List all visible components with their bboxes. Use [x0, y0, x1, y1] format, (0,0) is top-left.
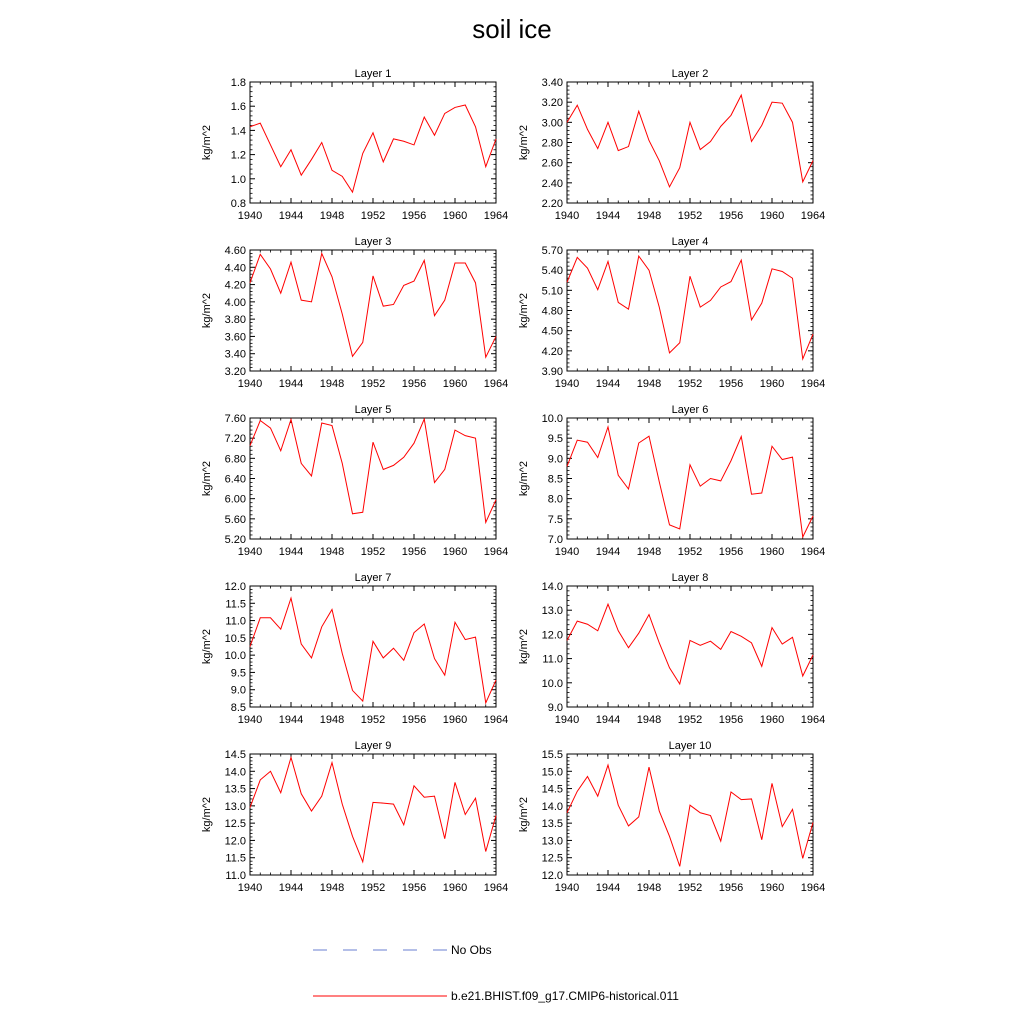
y-tick-label: 12.5: [224, 818, 246, 831]
x-tick-label: 1964: [483, 378, 509, 390]
y-tick-label: 1.0: [230, 173, 246, 186]
y-axis-label: kg/m^2: [518, 628, 530, 665]
x-tick-label: 1948: [636, 546, 662, 558]
x-tick-label: 1944: [595, 210, 621, 222]
y-axis-label: kg/m^2: [201, 124, 213, 161]
y-tick-label: 9.5: [547, 433, 563, 446]
y-tick-label: 3.40: [541, 77, 563, 89]
x-tick-label: 1952: [360, 714, 386, 726]
y-axis-label: kg/m^2: [201, 628, 213, 665]
y-tick-label: 14.0: [541, 800, 563, 813]
panel-title: Layer 5: [354, 404, 392, 416]
y-tick-label: 14.5: [224, 749, 246, 761]
y-tick-label: 10.0: [541, 413, 563, 425]
panel-title: Layer 10: [668, 740, 712, 752]
y-tick-label: 14.0: [224, 766, 246, 779]
x-tick-label: 1944: [278, 210, 304, 222]
y-axis-label: kg/m^2: [201, 796, 213, 833]
panel-layer-7: [201, 572, 508, 726]
y-tick-label: 9.5: [230, 667, 246, 680]
x-tick-label: 1940: [554, 378, 580, 390]
y-tick-label: 8.5: [547, 473, 563, 486]
y-tick-label: 1.2: [230, 149, 246, 162]
y-tick-label: 6.80: [224, 453, 246, 466]
y-tick-label: 3.40: [224, 348, 246, 361]
x-tick-label: 1956: [718, 210, 744, 222]
x-tick-label: 1952: [360, 546, 386, 558]
legend-obs-label: No Obs: [451, 943, 492, 957]
y-tick-label: 3.20: [224, 366, 246, 378]
series-line-model: [250, 419, 496, 522]
y-tick-label: 6.00: [224, 493, 246, 506]
x-tick-label: 1956: [718, 882, 744, 894]
plot-frame: [567, 418, 813, 539]
y-axis-label: kg/m^2: [201, 460, 213, 497]
x-tick-label: 1940: [237, 714, 263, 726]
series-line-model: [567, 256, 813, 359]
y-tick-label: 15.5: [541, 749, 563, 761]
y-tick-label: 2.60: [541, 157, 563, 170]
panel-layer-6: [518, 404, 825, 558]
y-tick-label: 4.00: [224, 296, 246, 309]
x-tick-label: 1964: [483, 882, 509, 894]
x-tick-label: 1964: [483, 210, 509, 222]
x-tick-label: 1940: [237, 882, 263, 894]
panel-layer-4: [518, 236, 825, 390]
x-tick-label: 1948: [636, 378, 662, 390]
x-tick-label: 1952: [677, 882, 703, 894]
y-tick-label: 11.0: [542, 653, 563, 666]
x-tick-label: 1960: [759, 546, 785, 558]
y-tick-label: 4.20: [541, 345, 563, 358]
legend: [313, 943, 679, 1003]
x-tick-label: 1960: [442, 882, 468, 894]
series-line-model: [250, 105, 496, 192]
y-tick-label: 1.4: [230, 125, 246, 138]
x-tick-label: 1952: [360, 210, 386, 222]
series-line-model: [250, 253, 496, 357]
y-tick-label: 3.80: [224, 314, 246, 327]
x-tick-label: 1964: [483, 714, 509, 726]
x-tick-label: 1944: [278, 714, 304, 726]
x-tick-label: 1960: [442, 210, 468, 222]
y-tick-label: 4.50: [541, 325, 563, 338]
panel-title: Layer 8: [671, 572, 709, 584]
x-tick-label: 1960: [759, 714, 785, 726]
series-line-model: [250, 598, 496, 703]
x-tick-label: 1952: [360, 378, 386, 390]
x-tick-label: 1940: [554, 210, 580, 222]
plot-frame: [567, 586, 813, 707]
y-tick-label: 2.20: [541, 198, 563, 210]
panel-title: Layer 7: [354, 572, 392, 584]
panel-title: Layer 2: [671, 68, 709, 80]
x-tick-label: 1956: [401, 378, 427, 390]
x-tick-label: 1948: [319, 378, 345, 390]
panel-title: Layer 1: [354, 68, 392, 80]
y-axis-label: kg/m^2: [518, 460, 530, 497]
x-tick-label: 1948: [319, 882, 345, 894]
x-tick-label: 1940: [554, 546, 580, 558]
y-tick-label: 12.0: [224, 581, 246, 593]
x-tick-label: 1964: [800, 546, 826, 558]
panel-layer-2: [518, 68, 825, 222]
panel-layer-3: [201, 236, 508, 390]
x-tick-label: 1944: [278, 546, 304, 558]
x-tick-label: 1960: [759, 882, 785, 894]
main-title: soil ice: [472, 14, 552, 44]
y-tick-label: 7.5: [547, 513, 563, 526]
x-tick-label: 1944: [595, 378, 621, 390]
x-tick-label: 1952: [677, 714, 703, 726]
y-axis-label: kg/m^2: [518, 124, 530, 161]
panel-layer-8: [518, 572, 825, 726]
panel-layer-5: [201, 404, 508, 558]
x-tick-label: 1956: [718, 714, 744, 726]
y-tick-label: 7.0: [547, 534, 563, 546]
y-tick-label: 5.20: [224, 534, 246, 546]
x-tick-label: 1952: [677, 210, 703, 222]
x-tick-label: 1956: [401, 882, 427, 894]
y-tick-label: 5.10: [541, 285, 563, 298]
y-tick-label: 10.0: [541, 677, 563, 690]
y-tick-label: 3.90: [541, 366, 563, 378]
x-tick-label: 1960: [759, 378, 785, 390]
y-tick-label: 7.60: [224, 413, 246, 425]
panel-layer-9: [201, 740, 508, 894]
y-tick-label: 6.40: [224, 473, 246, 486]
x-tick-label: 1940: [554, 714, 580, 726]
y-tick-label: 2.80: [541, 137, 563, 150]
y-tick-label: 14.5: [541, 783, 563, 796]
y-axis-label: kg/m^2: [201, 292, 213, 329]
y-tick-label: 15.0: [541, 766, 563, 779]
y-tick-label: 13.5: [224, 783, 246, 796]
y-tick-label: 0.8: [230, 198, 246, 210]
x-tick-label: 1952: [677, 546, 703, 558]
x-tick-label: 1956: [718, 378, 744, 390]
x-tick-label: 1944: [278, 378, 304, 390]
y-tick-label: 5.60: [224, 513, 246, 526]
x-tick-label: 1952: [677, 378, 703, 390]
y-tick-label: 9.0: [230, 684, 246, 697]
x-tick-label: 1964: [483, 546, 509, 558]
plot-frame: [567, 754, 813, 875]
y-tick-label: 1.8: [230, 77, 246, 89]
x-tick-label: 1940: [237, 210, 263, 222]
y-tick-label: 4.60: [224, 245, 246, 257]
y-tick-label: 8.0: [547, 493, 563, 506]
panel-title: Layer 9: [354, 740, 392, 752]
plot-frame: [250, 586, 496, 707]
x-tick-label: 1948: [636, 714, 662, 726]
y-tick-label: 5.70: [541, 245, 563, 257]
plot-frame: [567, 82, 813, 203]
x-tick-label: 1956: [718, 546, 744, 558]
y-tick-label: 3.00: [541, 117, 563, 130]
y-tick-label: 13.0: [541, 835, 563, 848]
plot-frame: [250, 250, 496, 371]
series-line-model: [567, 765, 813, 866]
x-tick-label: 1964: [800, 378, 826, 390]
panel-title: Layer 6: [671, 404, 709, 416]
x-tick-label: 1956: [401, 546, 427, 558]
x-tick-label: 1948: [636, 882, 662, 894]
y-tick-label: 13.0: [224, 800, 246, 813]
x-tick-label: 1960: [442, 546, 468, 558]
x-tick-label: 1960: [442, 378, 468, 390]
y-tick-label: 13.5: [541, 818, 563, 831]
x-tick-label: 1960: [442, 714, 468, 726]
panel-layer-1: [201, 68, 508, 222]
x-tick-label: 1940: [554, 882, 580, 894]
y-tick-label: 11.0: [225, 870, 246, 882]
y-tick-label: 12.5: [541, 852, 563, 865]
plot-frame: [250, 82, 496, 203]
series-line-model: [567, 95, 813, 187]
legend-model-label: b.e21.BHIST.f09_g17.CMIP6-historical.011: [451, 989, 679, 1003]
x-tick-label: 1948: [319, 546, 345, 558]
y-tick-label: 9.0: [547, 453, 563, 466]
y-tick-label: 12.0: [541, 629, 563, 642]
panel-title: Layer 3: [354, 236, 392, 248]
x-tick-label: 1960: [759, 210, 785, 222]
y-tick-label: 11.0: [225, 615, 246, 628]
y-tick-label: 12.0: [541, 870, 563, 882]
x-tick-label: 1948: [319, 714, 345, 726]
y-tick-label: 10.0: [224, 650, 246, 663]
y-tick-label: 4.40: [224, 262, 246, 275]
panel-layer-10: [518, 740, 825, 894]
y-tick-label: 7.20: [224, 433, 246, 446]
y-tick-label: 13.0: [541, 605, 563, 618]
series-line-model: [567, 604, 813, 684]
y-tick-label: 3.60: [224, 331, 246, 344]
x-tick-label: 1952: [360, 882, 386, 894]
series-line-model: [250, 757, 496, 861]
x-tick-label: 1940: [237, 546, 263, 558]
plot-frame: [567, 250, 813, 371]
y-tick-label: 14.0: [541, 581, 563, 593]
x-tick-label: 1948: [636, 210, 662, 222]
y-tick-label: 4.20: [224, 279, 246, 292]
y-tick-label: 9.0: [547, 702, 563, 714]
x-tick-label: 1964: [800, 714, 826, 726]
series-line-model: [567, 427, 813, 537]
x-tick-label: 1948: [319, 210, 345, 222]
plot-frame: [250, 418, 496, 539]
y-tick-label: 2.40: [541, 177, 563, 190]
x-tick-label: 1956: [401, 210, 427, 222]
x-tick-label: 1944: [595, 546, 621, 558]
y-tick-label: 5.40: [541, 265, 563, 278]
x-tick-label: 1944: [595, 714, 621, 726]
y-axis-label: kg/m^2: [518, 796, 530, 833]
y-tick-label: 11.5: [225, 598, 246, 611]
x-tick-label: 1944: [595, 882, 621, 894]
y-tick-label: 1.6: [230, 101, 246, 114]
y-tick-label: 11.5: [225, 852, 246, 865]
y-axis-label: kg/m^2: [518, 292, 530, 329]
y-tick-label: 10.5: [224, 632, 246, 645]
x-tick-label: 1956: [401, 714, 427, 726]
y-tick-label: 8.5: [230, 702, 246, 714]
x-tick-label: 1944: [278, 882, 304, 894]
x-tick-label: 1964: [800, 210, 826, 222]
panel-title: Layer 4: [671, 236, 709, 248]
y-tick-label: 4.80: [541, 305, 563, 318]
x-tick-label: 1940: [237, 378, 263, 390]
y-tick-label: 12.0: [224, 835, 246, 848]
y-tick-label: 3.20: [541, 97, 563, 110]
x-tick-label: 1964: [800, 882, 826, 894]
